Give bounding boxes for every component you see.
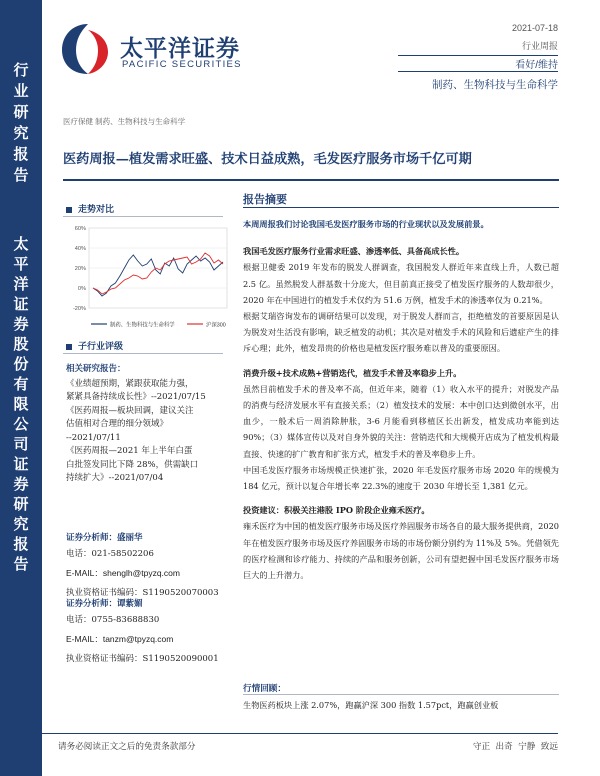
sidebar-bottom-char: 公	[13, 415, 29, 433]
sidebar-top-char: 研	[13, 103, 29, 121]
sidebar-bottom-char: 有	[13, 375, 29, 393]
sidebar-bottom-char: 太	[13, 235, 29, 253]
summary-heading-rule	[243, 207, 559, 208]
footer-rule	[42, 733, 558, 734]
related-report-line: 白批签发同比下降 28%，供需缺口	[66, 459, 199, 470]
sidebar-bottom-char: 限	[13, 395, 29, 413]
sidebar-bottom-char: 券	[13, 475, 29, 493]
trend-heading-text: 走势对比	[78, 205, 115, 215]
logo-mark-icon	[58, 20, 118, 78]
header-divider-2	[398, 71, 558, 72]
title-underline	[63, 179, 559, 181]
breadcrumb: 医疗保健 制药、生物科技与生命科学	[63, 117, 186, 126]
subindustry-section-heading	[66, 339, 123, 352]
chart-ytick-label: 0%	[77, 286, 86, 292]
footer-disclaimer: 请务必阅读正文之后的免责条款部分	[58, 742, 196, 752]
sidebar-top-char: 究	[13, 124, 29, 142]
related-report-line: 《业绩超预期，紧跟获取能力强，	[66, 378, 194, 389]
related-report-line: 《医药周报—2021 年上半年白蛋	[66, 446, 193, 456]
related-report-line: 估值相对合理的细分领域》	[66, 419, 169, 429]
analyst-2-phone: 电话：0755-83688830	[66, 614, 160, 625]
analyst-2-title	[66, 598, 226, 612]
sidebar-top-label	[0, 60, 42, 186]
subindustry-heading-rule	[63, 353, 223, 354]
sidebar-bottom-char: 券	[13, 315, 29, 333]
legend-label-pharma: 制药、生物科技与生命科学	[110, 322, 175, 329]
summary-body	[243, 216, 559, 583]
analyst-1	[66, 532, 226, 600]
related-reports-heading: 相关研究报告：	[66, 364, 126, 374]
sidebar-bottom-char: 份	[13, 355, 29, 373]
sidebar-top-char: 行	[13, 61, 29, 79]
chart-ytick-label: -20%	[72, 306, 86, 312]
analyst-2-name: 谭紫媚	[117, 599, 143, 609]
report-date: 2021-07-18	[511, 23, 558, 33]
section-1-heading: 我国毛发医疗服务行业需求旺盛、渗透率低、具备高成长性。	[243, 246, 465, 257]
trend-chart	[63, 224, 233, 334]
subindustry-heading-text: 子行业评级	[78, 342, 124, 352]
review-heading-rule	[243, 694, 559, 695]
trend-section-heading	[66, 202, 114, 215]
sidebar-bottom-char: 究	[13, 515, 29, 533]
trend-heading-rule	[63, 216, 223, 217]
sidebar-bottom-char: 报	[13, 535, 29, 553]
analyst-1-name: 盛丽华	[117, 533, 143, 543]
section-1-body: 根据卫健委 2019 年发布的脱发人群调查，我国脱发人群近年来直线上升，人数已超 2.5 亿。虽然脱发人群基数十分庞大，但目前真正接受了植发医疗服务的人数却很少，2020 年在中国进行的植发手术仅约为 51.6 万例，植发手术的渗透率仅为 0.21%。	[243, 262, 559, 305]
sidebar-bottom-char: 告	[13, 555, 29, 573]
review-text: 生物医药板块上涨 2.07%，跑赢沪深 300 指数 1.57pct，跑赢创业板	[243, 700, 499, 710]
section-2-heading: 消费升级+技术成熟+营销迭代，植发手术普及率稳步上升。	[243, 367, 462, 378]
related-report-line: 紧紧具备持续成长性》--2021/07/15	[66, 392, 206, 402]
report-type: 行业周报	[521, 41, 558, 51]
section-marker-icon	[66, 344, 72, 350]
section-2-body-2: 中国毛发医疗服务市场规模正快速扩张，2020 年毛发医疗服务市场 2020 年的规模为 184 亿元，预计以复合年增长率 22.3%的速度于 2030 年增长至 1,381 亿元。	[243, 464, 559, 492]
sidebar-bottom-char: 司	[13, 435, 29, 453]
sidebar-top-char: 报	[13, 145, 29, 163]
sidebar-bottom-char: 证	[13, 455, 29, 473]
section-3-heading: 投资建议：积极关注港股 IPO 阶段企业雍禾医疗。	[243, 505, 430, 516]
review-heading: 行情回顾：	[243, 684, 286, 694]
chart-ytick-label: 60%	[74, 226, 86, 232]
legend-label-hs300: 沪深300	[206, 322, 226, 329]
sidebar-bottom-char: 平	[13, 255, 29, 273]
analyst-1-cert: 执业资格证书编码：S1190520070003	[66, 587, 219, 598]
analyst-1-title	[66, 532, 226, 546]
sidebar-bottom-char: 研	[13, 495, 29, 513]
company-logo	[58, 20, 268, 78]
sidebar-bottom-label	[0, 234, 42, 574]
section-2-body: 虽然目前植发手术的普及率不高，但近年来，随着（1）收入水平的提升；对脱发产品的消费与经济发展水平有直接关系；（2）植发技术的发展：本中创口达到微创水平，出血少，一般术后一周消除肿胀，3-6 月能看到移植区长出新发，植发成功率能到达 90%；（3）媒体宣传以及对自身外貌的关注：营销迭代和大规模开店成为了植发机构最直接、快速的扩广教育和扩张方式，植发手术的普及率稳步上升。	[243, 383, 559, 459]
sidebar-bottom-char: 证	[13, 295, 29, 313]
section-marker-icon	[66, 207, 72, 213]
analyst-1-label: 证券分析师：	[66, 533, 118, 543]
analyst-1-phone: 电话：021-58502206	[66, 548, 154, 559]
sidebar-bottom-char: 股	[13, 335, 29, 353]
related-report-line: --2021/07/11	[66, 432, 121, 443]
chart-series-pharma-line	[93, 255, 223, 296]
footer-motto: 守正 出奇 宁静 致远	[472, 742, 558, 752]
related-report-line: 持续扩大》--2021/07/04	[66, 473, 164, 483]
industry-label: 制药、生物科技与生命科学	[432, 79, 558, 91]
summary-heading: 报告摘要	[243, 193, 287, 206]
chart-ytick-label: 40%	[74, 246, 86, 252]
related-reports	[66, 363, 224, 486]
logo-english: PACIFIC SECURITIES	[122, 59, 242, 70]
left-sidebar	[0, 0, 42, 776]
section-1-body-2: 根据艾瑞咨询发布的调研结果可以发现，对于脱发人群而言，拒绝植发的首要原因是认为脱发对生活没有影响，缺乏植发的动机；其次是对植发手术的风险和后遗症产生的排斥心理；此外，植发昂贵的价格也是植发医疗服务难以普及的重要原因。	[243, 311, 559, 354]
related-report-line: 《医药周报—板块回调，建议关注	[66, 405, 194, 416]
sidebar-bottom-char: 洋	[13, 275, 29, 293]
chart-ytick-label: 20%	[74, 266, 86, 272]
summary-intro: 本周周报我们讨论我国毛发医疗服务市场的行业现状以及发展前景。	[243, 219, 489, 229]
analyst-2-cert: 执业资格证书编码：S1190520090001	[66, 653, 219, 664]
analyst-2-label: 证券分析师：	[66, 599, 118, 609]
logo-chinese: 太平洋证券	[120, 35, 240, 61]
analyst-1-email[interactable]: E-MAIL：shenglh@tpyzq.com	[66, 568, 180, 578]
analyst-2-email[interactable]: E-MAIL：tanzm@tpyzq.com	[66, 634, 174, 644]
rating-badge: 看好/维持	[515, 60, 558, 71]
page-title: 医药周报—植发需求旺盛、技术日益成熟，毛发医疗服务市场千亿可期	[63, 152, 472, 167]
section-3-body: 雍禾医疗为中国的植发医疗服务市场及医疗养固服务市场各自的最大服务提供商，2020 年在植发医疗服务市场及医疗养固服务市场的市场份额分别约为 11%及 5%。凭借领先的医疗检测和诊疗能力、持续的产品和服务创新，公司有望把握中国毛发医疗服务市场巨大的上升潜力。	[243, 521, 559, 581]
sidebar-top-char: 告	[13, 166, 29, 184]
analyst-2	[66, 598, 226, 666]
sidebar-top-char: 业	[13, 82, 29, 100]
related-reports-list	[66, 378, 224, 486]
chart-legend	[91, 321, 226, 329]
